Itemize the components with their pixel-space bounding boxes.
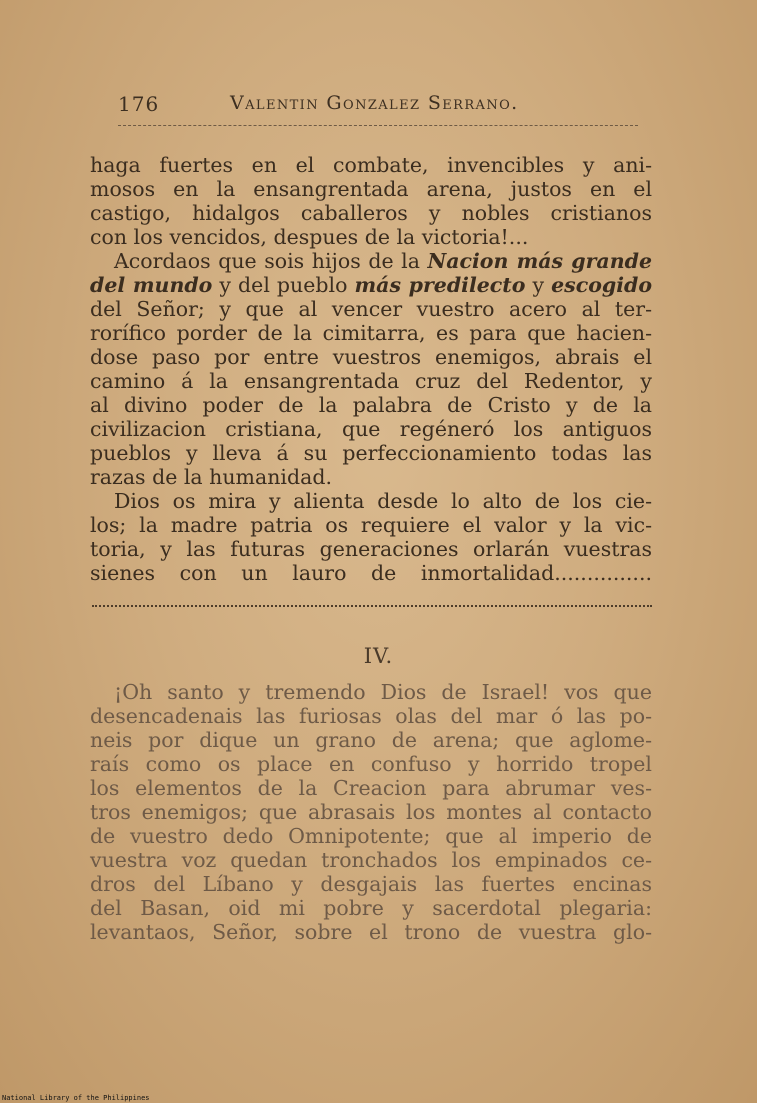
text-run: levantaos, Señor, sobre el trono de vuestra glo- <box>90 920 652 944</box>
text-line <box>90 489 652 513</box>
text-line <box>90 896 652 920</box>
text-line <box>90 465 652 489</box>
dotted-separator <box>92 605 652 609</box>
text-run: razas de la humanidad. <box>90 465 332 489</box>
text-line <box>90 704 652 728</box>
text-run: de vuestro dedo Omnipotente; que al imperio de <box>90 824 652 848</box>
text-run: dose paso por entre vuestros enemigos, abrais el <box>90 345 652 369</box>
text-run: neis por dique un grano de arena; que aglome- <box>90 728 652 752</box>
page-header <box>118 92 638 120</box>
text-run: sienes con un lauro de inmortalidad............... <box>90 561 652 585</box>
text-run: rorífico porder de la cimitarra, es para que hacien- <box>90 321 652 345</box>
text-run: con los vencidos, despues de la victoria!... <box>90 225 529 249</box>
text-run: al divino poder de la palabra de Cristo y de la <box>90 393 652 417</box>
text-run: dros del Líbano y desgajais las fuertes encinas <box>90 872 652 896</box>
header-rule <box>118 125 638 127</box>
text-block-section-iv <box>90 680 652 944</box>
text-run: toria, y las futuras generaciones orlarán vuestras <box>90 537 652 561</box>
text-line <box>90 441 652 465</box>
italic-phrase: Nacion más grande <box>427 249 652 273</box>
text-line <box>90 752 652 776</box>
text-run: pueblos y lleva á su perfeccionamiento todas las <box>90 441 652 465</box>
text-line <box>90 776 652 800</box>
text-line <box>90 369 652 393</box>
text-line <box>90 728 652 752</box>
text-run: mosos en la ensangrentada arena, justos en el <box>90 177 652 201</box>
text-line <box>90 680 652 704</box>
text-run: vuestra voz quedan tronchados los empinados ce- <box>90 848 652 872</box>
text-line <box>90 153 652 177</box>
text-run: y <box>525 273 552 297</box>
italic-phrase: del mundo <box>90 273 213 297</box>
text-run: civilizacion cristiana, que regéneró los antiguos <box>90 417 652 441</box>
text-run: haga fuertes en el combate, invencibles y ani- <box>90 153 652 177</box>
text-line <box>90 297 652 321</box>
text-line <box>90 800 652 824</box>
text-line <box>90 824 652 848</box>
text-line <box>90 225 652 249</box>
text-line <box>90 393 652 417</box>
text-line <box>90 345 652 369</box>
running-head: Valentin Gonzalez Serrano. <box>230 92 519 114</box>
page-number: 176 <box>118 92 160 116</box>
text-line <box>90 273 652 297</box>
text-run: los elementos de la Creacion para abrumar ves- <box>90 776 652 800</box>
text-line <box>90 177 652 201</box>
text-line <box>90 561 652 585</box>
text-block-continuation <box>90 153 652 585</box>
text-run: Acordaos que sois hijos de la <box>114 249 428 273</box>
text-line <box>90 920 652 944</box>
text-line <box>90 872 652 896</box>
text-run: desencadenais las furiosas olas del mar ó las po- <box>90 704 652 728</box>
italic-phrase: más predilecto <box>354 273 526 297</box>
text-run: castigo, hidalgos caballeros y nobles cristianos <box>90 201 652 225</box>
text-line <box>90 321 652 345</box>
text-run: y del pueblo <box>212 273 355 297</box>
text-run: del Señor; y que al vencer vuestro acero al ter- <box>90 297 652 321</box>
text-run: ¡Oh santo y tremendo Dios de Israel! vos que <box>114 680 652 704</box>
library-credit: National Library of the Philippines <box>2 1094 150 1102</box>
text-line <box>90 201 652 225</box>
text-line <box>90 537 652 561</box>
text-line <box>90 513 652 537</box>
text-run: tros enemigos; que abrasais los montes al contacto <box>90 800 652 824</box>
italic-phrase: escogido <box>551 273 652 297</box>
text-run: Dios os mira y alienta desde lo alto de los cie- <box>114 489 652 513</box>
text-run: camino á la ensangrentada cruz del Redentor, y <box>90 369 652 393</box>
text-line <box>90 249 652 273</box>
text-run: raís como os place en confuso y horrido tropel <box>90 752 652 776</box>
text-run: del Basan, oid mi pobre y sacerdotal plegaria: <box>90 896 652 920</box>
text-line <box>90 417 652 441</box>
section-heading: IV. <box>363 644 394 668</box>
text-line <box>90 848 652 872</box>
text-run: los; la madre patria os requiere el valor y la vic- <box>90 513 652 537</box>
